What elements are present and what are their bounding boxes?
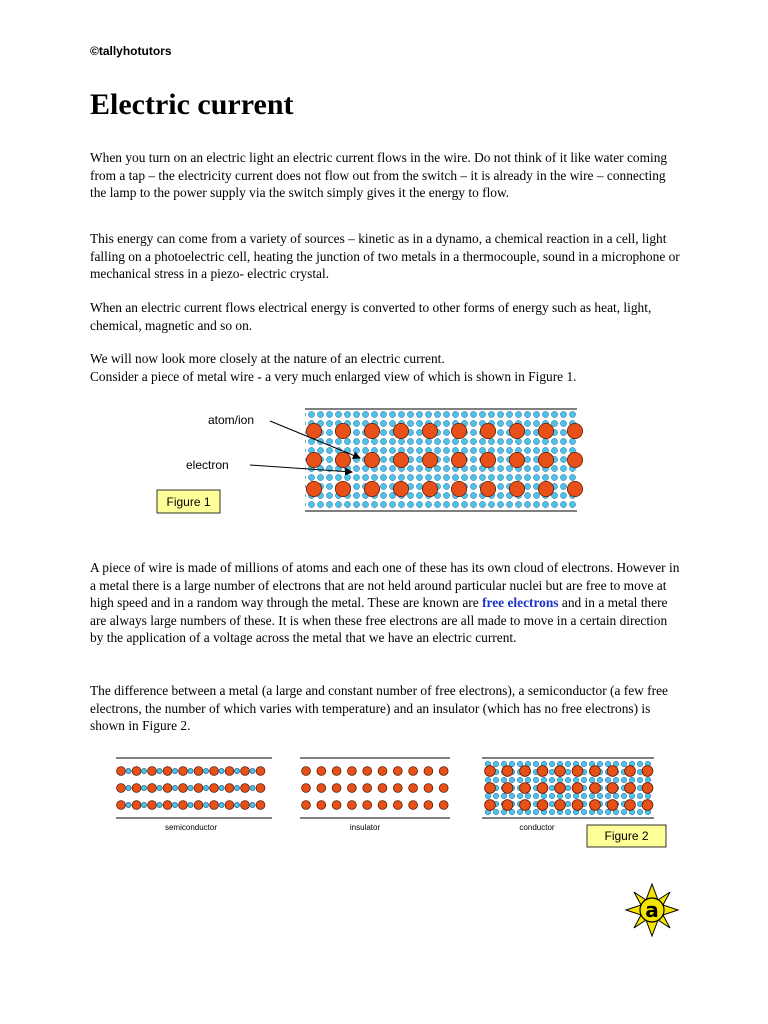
atom bbox=[393, 423, 408, 438]
atom bbox=[555, 766, 566, 777]
atom bbox=[210, 801, 219, 810]
atom bbox=[451, 423, 466, 438]
semiconductor-lattice bbox=[117, 767, 265, 810]
electron bbox=[234, 768, 239, 773]
paragraph-energy-sources: This energy can come from a variety of sources – kinetic as in a dynamo, a chemical reaction in a cell, light falling on a photoelectric cell, heating the junction of two metals in a thermocouple, sound in a microphone or mechanical stress in a piezo- electric crystal. bbox=[90, 231, 680, 281]
atom bbox=[480, 452, 495, 467]
atom bbox=[363, 801, 372, 810]
atom bbox=[625, 783, 636, 794]
atom bbox=[179, 767, 188, 776]
atom bbox=[302, 767, 311, 776]
atom bbox=[348, 767, 357, 776]
electron bbox=[203, 802, 208, 807]
atom bbox=[335, 481, 350, 496]
atom bbox=[241, 784, 250, 793]
atom bbox=[572, 766, 583, 777]
atom bbox=[555, 800, 566, 811]
electron bbox=[172, 768, 177, 773]
atom bbox=[537, 783, 548, 794]
electron bbox=[172, 802, 177, 807]
atom bbox=[485, 783, 496, 794]
electron bbox=[219, 802, 224, 807]
free-electrons-term: free electrons bbox=[482, 595, 559, 610]
atom bbox=[317, 767, 326, 776]
electron bbox=[126, 768, 131, 773]
atom bbox=[332, 801, 341, 810]
electron bbox=[126, 802, 131, 807]
atom bbox=[132, 767, 141, 776]
atom bbox=[194, 767, 203, 776]
atom bbox=[409, 801, 418, 810]
atom bbox=[625, 800, 636, 811]
atom bbox=[317, 801, 326, 810]
atom bbox=[225, 801, 234, 810]
atom bbox=[439, 784, 448, 793]
atom bbox=[393, 801, 402, 810]
atom bbox=[520, 783, 531, 794]
electron bbox=[188, 802, 193, 807]
atom bbox=[485, 800, 496, 811]
atom bbox=[256, 767, 265, 776]
atom bbox=[302, 801, 311, 810]
atom bbox=[306, 452, 321, 467]
electron bbox=[141, 802, 146, 807]
atom bbox=[179, 784, 188, 793]
atom bbox=[538, 481, 553, 496]
atom bbox=[364, 452, 379, 467]
atom bbox=[424, 784, 433, 793]
atom bbox=[439, 767, 448, 776]
atom bbox=[306, 423, 321, 438]
atom bbox=[422, 452, 437, 467]
atom bbox=[210, 784, 219, 793]
paragraph-text: A piece of wire is made of millions of atoms and each one of these has its own cloud of electrons. However in a metal there is a large number of electrons that are not held around particular nuclei but are free to move at high speed and in a random way through the metal. These are known are bbox=[90, 560, 680, 610]
atom bbox=[302, 784, 311, 793]
atom bbox=[439, 801, 448, 810]
paragraph-intro: When you turn on an electric light an electric current flows in the wire. Do not think of it like water coming from a tap – the electricity current does not flow out from the switch – it is already in the wire – connecting the lamp to the power supply via the switch simply gives it the energy to flow. bbox=[90, 150, 668, 200]
electron-label: electron bbox=[186, 458, 229, 472]
atom bbox=[348, 784, 357, 793]
atom bbox=[537, 800, 548, 811]
electron bbox=[141, 785, 146, 790]
atom bbox=[480, 481, 495, 496]
atom bbox=[210, 767, 219, 776]
electron bbox=[126, 785, 131, 790]
atom bbox=[520, 766, 531, 777]
atom bbox=[607, 766, 618, 777]
atom bbox=[607, 800, 618, 811]
electron bbox=[234, 802, 239, 807]
electron bbox=[203, 785, 208, 790]
atom bbox=[132, 801, 141, 810]
electron bbox=[188, 785, 193, 790]
paragraph-line: We will now look more closely at the nature of an electric current. bbox=[90, 351, 445, 366]
figure-2-caption: Figure 2 bbox=[604, 829, 649, 843]
atom bbox=[194, 801, 203, 810]
atom bbox=[451, 452, 466, 467]
atom bbox=[537, 766, 548, 777]
figure-1-caption: Figure 1 bbox=[166, 495, 211, 509]
atom bbox=[567, 423, 582, 438]
atom bbox=[335, 452, 350, 467]
atom bbox=[520, 800, 531, 811]
atom bbox=[256, 784, 265, 793]
atom bbox=[317, 784, 326, 793]
electron bbox=[141, 768, 146, 773]
atom bbox=[179, 801, 188, 810]
atom bbox=[567, 452, 582, 467]
atom bbox=[163, 801, 172, 810]
atom bbox=[332, 767, 341, 776]
atom bbox=[364, 481, 379, 496]
atom bbox=[393, 767, 402, 776]
atom bbox=[502, 766, 513, 777]
atom bbox=[306, 481, 321, 496]
atom bbox=[163, 767, 172, 776]
atom bbox=[409, 767, 418, 776]
atom bbox=[509, 423, 524, 438]
electron bbox=[172, 785, 177, 790]
electron bbox=[250, 785, 255, 790]
logo-sun-icon bbox=[626, 884, 678, 936]
electron bbox=[157, 768, 162, 773]
paragraph-line: Consider a piece of metal wire - a very much enlarged view of which is shown in Figure 1. bbox=[90, 368, 577, 384]
atom bbox=[225, 767, 234, 776]
electron bbox=[250, 768, 255, 773]
figure-2 bbox=[116, 758, 666, 847]
atom bbox=[163, 784, 172, 793]
atom bbox=[480, 423, 495, 438]
figure-1 bbox=[157, 409, 583, 513]
atom bbox=[132, 784, 141, 793]
atom bbox=[117, 801, 126, 810]
atom bbox=[225, 784, 234, 793]
conductor-label: conductor bbox=[519, 823, 555, 832]
atom bbox=[393, 452, 408, 467]
paragraph-materials-comparison: The difference between a metal (a large and constant number of free electrons), a semiconductor (a few free electrons, the number of which varies with temperature) and an insulator (which has no free electrons) is shown in Figure 2. bbox=[90, 683, 668, 733]
atom bbox=[642, 800, 653, 811]
atom bbox=[502, 800, 513, 811]
logo-letter: a bbox=[645, 898, 659, 922]
atom bbox=[590, 783, 601, 794]
atom bbox=[148, 767, 157, 776]
atom bbox=[451, 481, 466, 496]
atom bbox=[422, 481, 437, 496]
atom bbox=[485, 766, 496, 777]
atom bbox=[642, 783, 653, 794]
semiconductor-label: semiconductor bbox=[164, 823, 218, 832]
atom bbox=[567, 481, 582, 496]
atom bbox=[378, 767, 387, 776]
electron bbox=[219, 785, 224, 790]
electron bbox=[250, 802, 255, 807]
atom bbox=[509, 452, 524, 467]
atom bbox=[378, 801, 387, 810]
atom bbox=[348, 801, 357, 810]
atom bbox=[378, 784, 387, 793]
atom bbox=[194, 784, 203, 793]
atom bbox=[502, 783, 513, 794]
atom bbox=[393, 481, 408, 496]
atom bbox=[422, 423, 437, 438]
atom bbox=[241, 801, 250, 810]
electron bbox=[219, 768, 224, 773]
paragraph-energy-conversion: When an electric current flows electrical energy is converted to other forms of energy such as heat, light, chemical, magnetic and so on. bbox=[90, 300, 652, 333]
atom bbox=[148, 801, 157, 810]
atom bbox=[538, 423, 553, 438]
paragraph-text: and in a metal there are always large numbers of these. It is when these free electrons are all made to move in a certain direction by the application of a voltage across the metal that we have an electric current. bbox=[90, 595, 668, 645]
atom bbox=[335, 423, 350, 438]
atom bbox=[590, 800, 601, 811]
page-title: Electric current bbox=[90, 88, 294, 121]
atom bbox=[572, 800, 583, 811]
atom bbox=[555, 783, 566, 794]
atom bbox=[117, 784, 126, 793]
atom bbox=[393, 784, 402, 793]
atom bbox=[332, 784, 341, 793]
atom bbox=[363, 767, 372, 776]
atom-label: atom/ion bbox=[208, 413, 255, 427]
atom bbox=[424, 801, 433, 810]
electron bbox=[157, 802, 162, 807]
insulator-label: insulator bbox=[349, 823, 381, 832]
electron bbox=[234, 785, 239, 790]
atom bbox=[117, 767, 126, 776]
insulator-lattice bbox=[302, 767, 449, 810]
atom bbox=[625, 766, 636, 777]
atom bbox=[590, 766, 601, 777]
electron bbox=[157, 785, 162, 790]
atom bbox=[424, 767, 433, 776]
atom bbox=[409, 784, 418, 793]
atom bbox=[241, 767, 250, 776]
atom bbox=[364, 423, 379, 438]
atom bbox=[572, 783, 583, 794]
electron bbox=[188, 768, 193, 773]
atom bbox=[642, 766, 653, 777]
atom bbox=[363, 784, 372, 793]
atom bbox=[538, 452, 553, 467]
atom bbox=[607, 783, 618, 794]
atom bbox=[509, 481, 524, 496]
electron bbox=[203, 768, 208, 773]
atom bbox=[256, 801, 265, 810]
atom bbox=[148, 784, 157, 793]
copyright-header: ©tallyhotutors bbox=[90, 44, 172, 58]
